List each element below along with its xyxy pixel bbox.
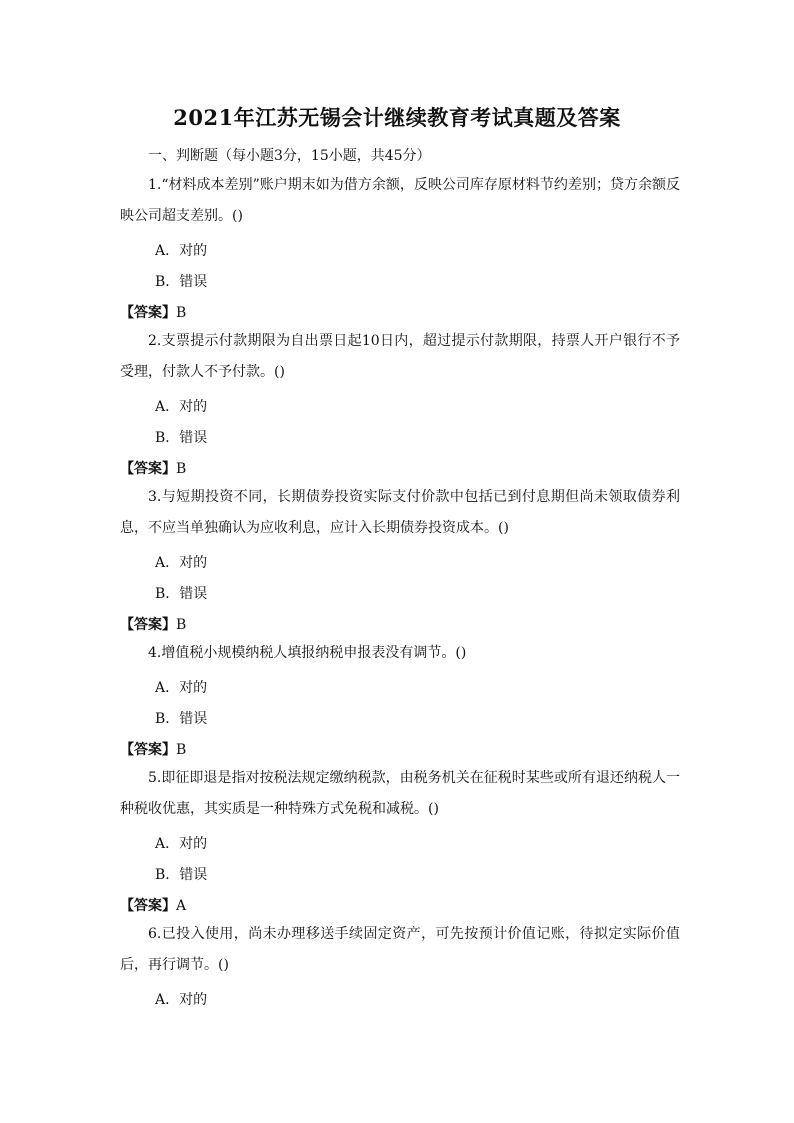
question-2-option-b: B．错误	[155, 430, 208, 446]
question-3-option-a: A．对的	[155, 555, 208, 571]
answer-value: A	[176, 898, 187, 914]
question-6-option-a: A．对的	[155, 992, 208, 1008]
answer-value: B	[176, 305, 187, 321]
answer-label: 【答案】	[120, 617, 176, 633]
answer-label: 【答案】	[120, 305, 176, 321]
answer-label: 【答案】	[120, 742, 176, 758]
question-1-text: 1.“材料成本差别”账户期末如为借方余额，反映公司库存原材料节约差别；贷方余额反映公司超支差别。()	[120, 177, 680, 224]
question-5-option-b: B．错误	[155, 867, 208, 883]
question-5-answer	[120, 895, 186, 915]
question-1-answer	[120, 302, 186, 322]
question-1-option-b: B．错误	[155, 274, 208, 290]
answer-value: B	[176, 742, 187, 758]
section-heading: 一、判断题（每小题3分，15小题，共45分）	[148, 148, 431, 164]
document-title: 2021年江苏无锡会计继续教育考试真题及答案	[173, 105, 621, 130]
answer-value: B	[176, 461, 187, 477]
question-5-text: 5.即征即退是指对按税法规定缴纳税款，由税务机关在征税时某些或所有退还纳税人一种税收优惠，其实质是一种特殊方式免税和减税。()	[120, 770, 680, 817]
question-4-option-b: B．错误	[155, 711, 208, 727]
question-2-text: 2.支票提示付款期限为自出票日起10日内，超过提示付款期限，持票人开户银行不予受理，付款人不予付款。()	[120, 333, 680, 380]
question-6-text: 6.已投入使用，尚未办理移送手续固定资产，可先按预计价值记账，待拟定实际价值后，再行调节。()	[120, 926, 680, 973]
answer-value: B	[176, 617, 187, 633]
answer-label: 【答案】	[120, 898, 176, 914]
question-4-answer	[120, 739, 186, 759]
answer-label: 【答案】	[120, 461, 176, 477]
question-4-text: 4.增值税小规模纳税人填报纳税申报表没有调节。()	[148, 645, 467, 661]
question-1-option-a: A．对的	[155, 243, 208, 259]
question-2-answer	[120, 458, 186, 478]
question-3-answer	[120, 614, 186, 634]
question-5-option-a: A．对的	[155, 836, 208, 852]
question-4-option-a: A．对的	[155, 680, 208, 696]
question-3-text: 3.与短期投资不同，长期债券投资实际支付价款中包括已到付息期但尚未领取债券利息，不应当单独确认为应收利息，应计入长期债券投资成本。()	[120, 489, 680, 536]
question-3-option-b: B．错误	[155, 586, 208, 602]
question-2-option-a: A．对的	[155, 399, 208, 415]
